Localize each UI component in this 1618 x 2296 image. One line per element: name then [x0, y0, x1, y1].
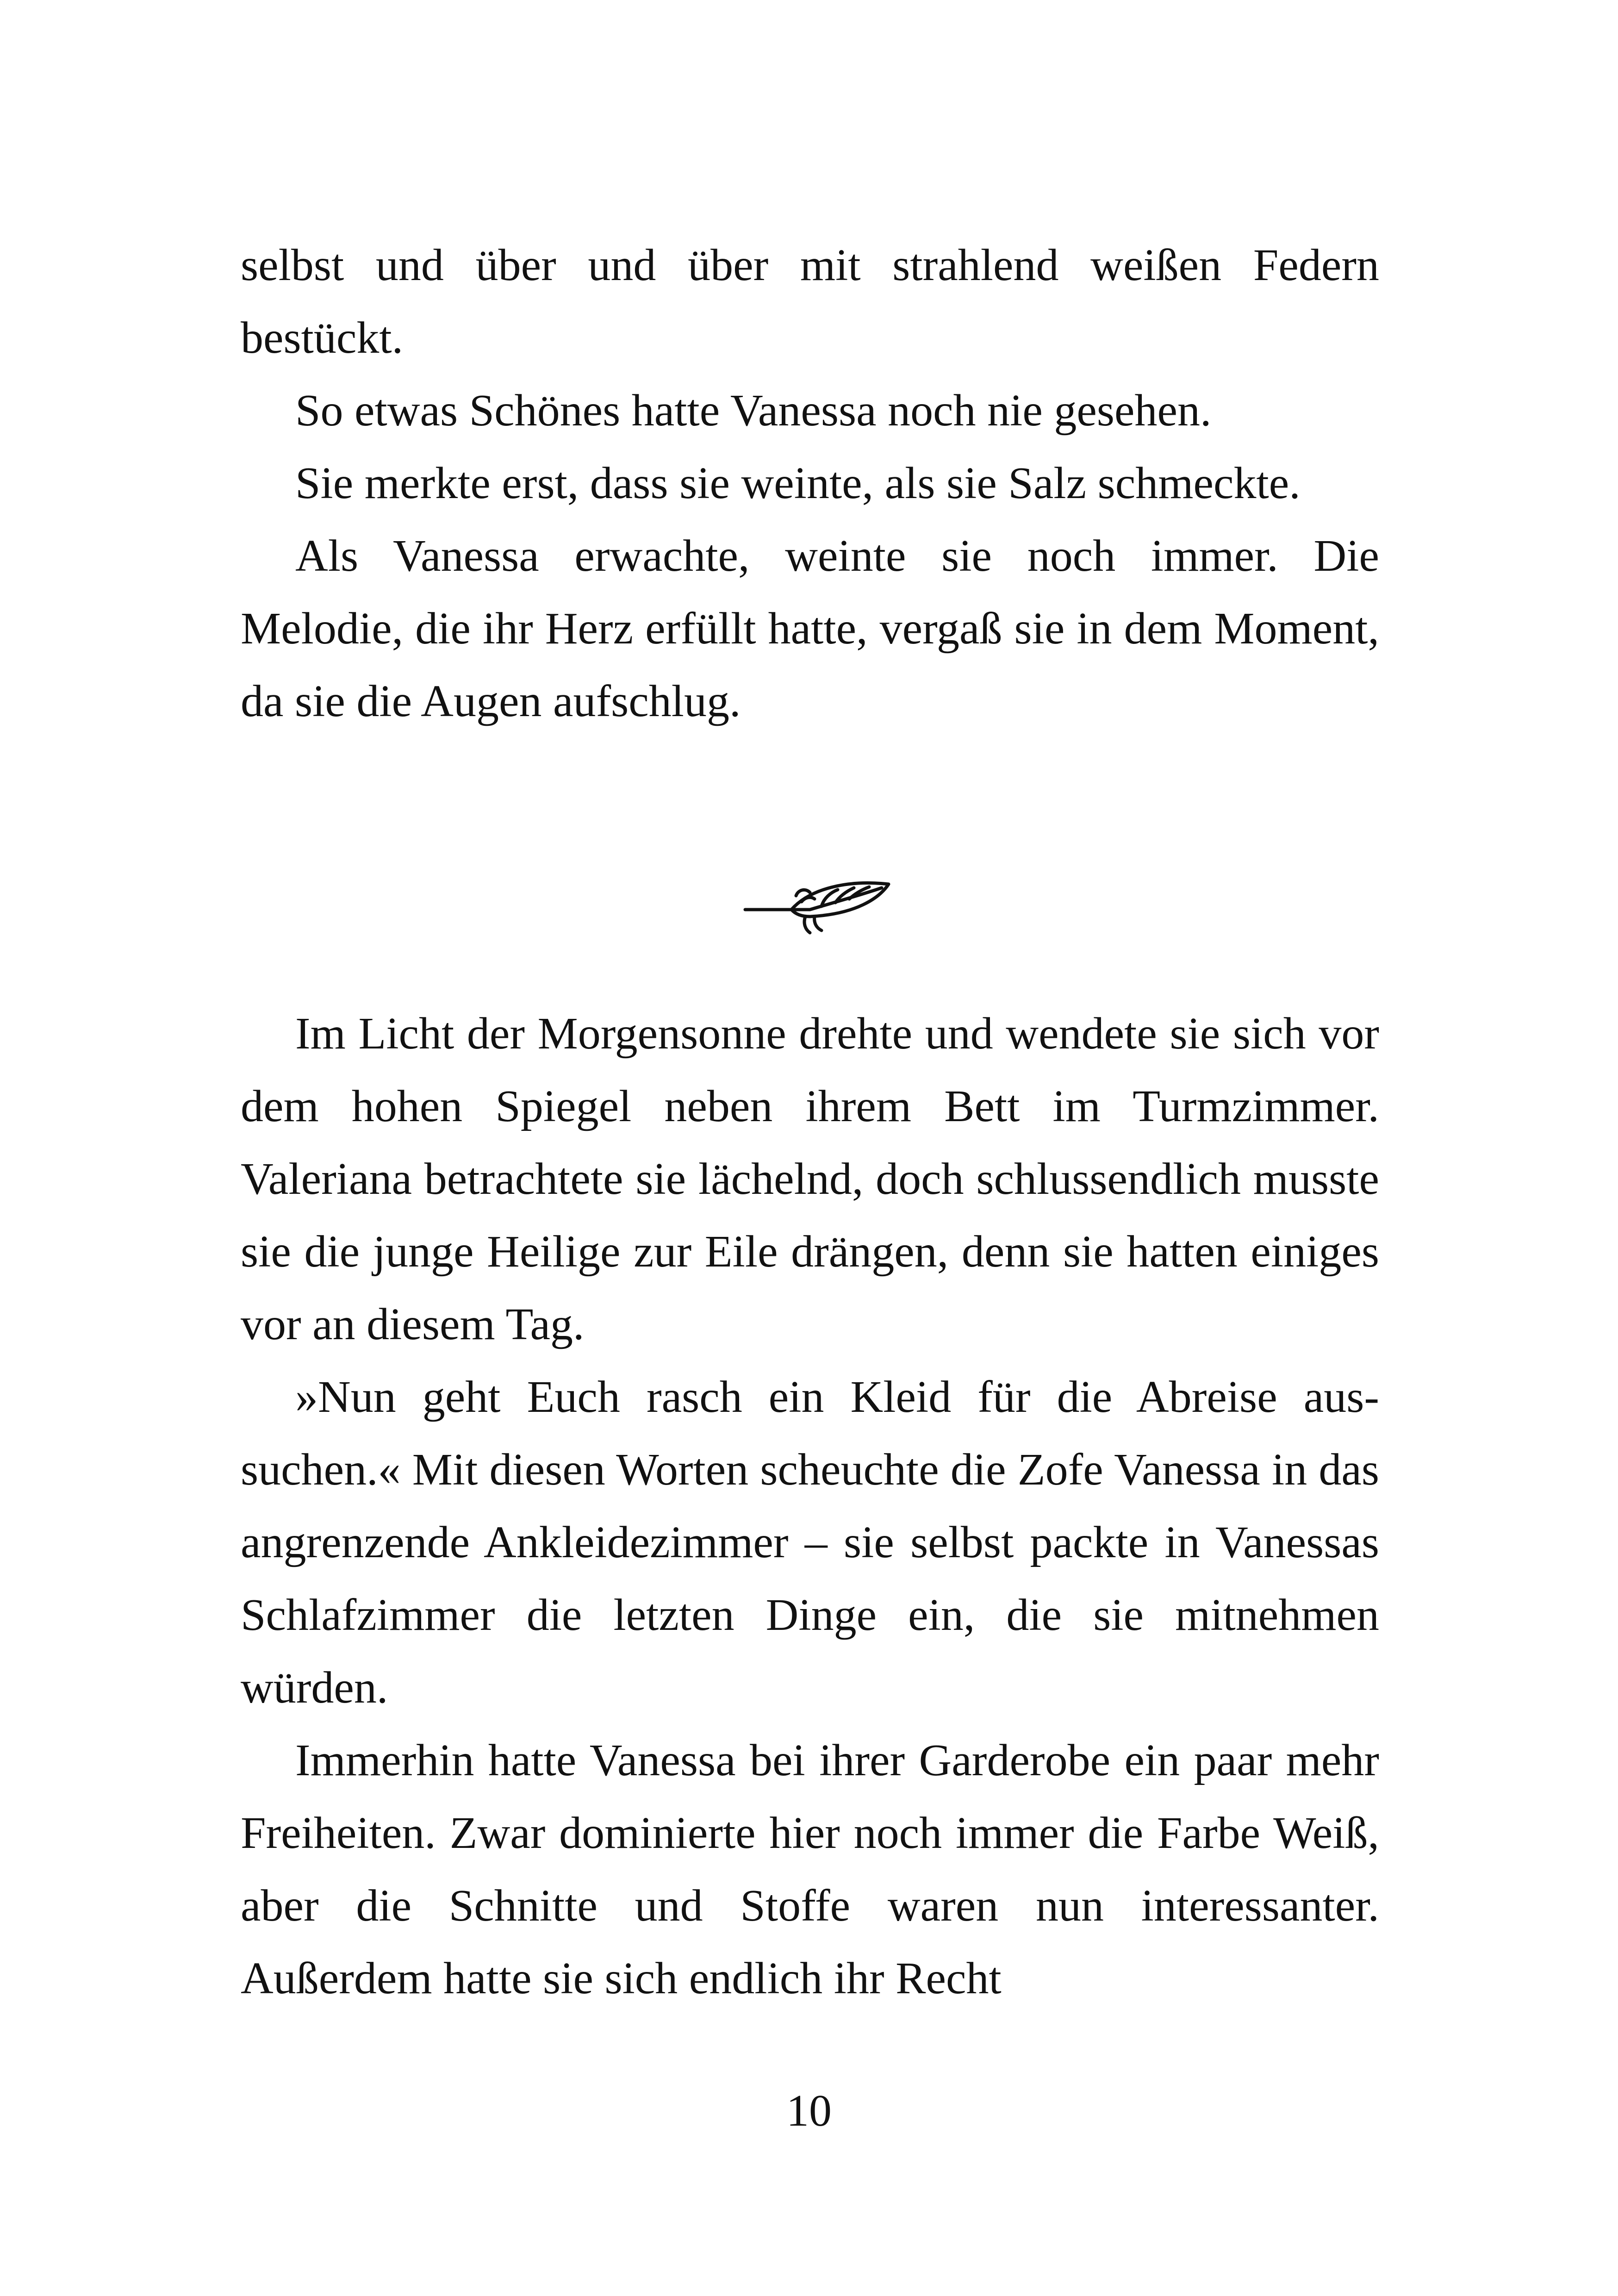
page-number: 10: [786, 2086, 832, 2136]
feather-icon: [741, 870, 898, 940]
text-section-one: [241, 229, 1379, 738]
paragraph: Immerhin hatte Vanessa bei ihrer Garderobe ein paar mehr Freiheiten. Zwar dominierte hier noch immer die Farbe Weiß, aber die Schnitte und Stoffe waren nun interessanter. Außerdem hatte sie sich endlich ihr Recht: [241, 1735, 1379, 2003]
paragraph: So etwas Schönes hatte Vanessa noch nie gesehen.: [295, 386, 1212, 436]
paragraph: Sie merkte erst, dass sie weinte, als sie Salz schmeckte.: [295, 458, 1301, 508]
paragraph: Als Vanessa erwachte, weinte sie noch immer. Die Melodie, die ihr Herz erfüllt hatte, vergaß sie in dem Moment, da sie die Augen aufschlug.: [241, 531, 1379, 726]
text-section-two: [241, 998, 1379, 2015]
paragraph: selbst und über und über mit strahlend weißen Federn bestückt.: [241, 240, 1379, 363]
paragraph: Im Licht der Morgensonne drehte und wendete sie sich vor dem hohen Spiegel neben ihrem Bett im Turmzimmer. Valeriana betrachtete sie lächelnd, doch schlussendlich musste sie die junge Heilige zur Eile drängen, denn sie hatten einiges vor an diesem Tag.: [241, 1009, 1379, 1349]
paragraph: »Nun geht Euch rasch ein Kleid für die Abreise aussuchen.« Mit diesen Worten scheuchte die Zofe Vanessa in das angrenzende Ankleidezimmer – sie selbst packte in Vanessas Schlafzimmer die letzten Dinge ein, die sie mitnehmen würden.: [241, 1372, 1379, 1713]
